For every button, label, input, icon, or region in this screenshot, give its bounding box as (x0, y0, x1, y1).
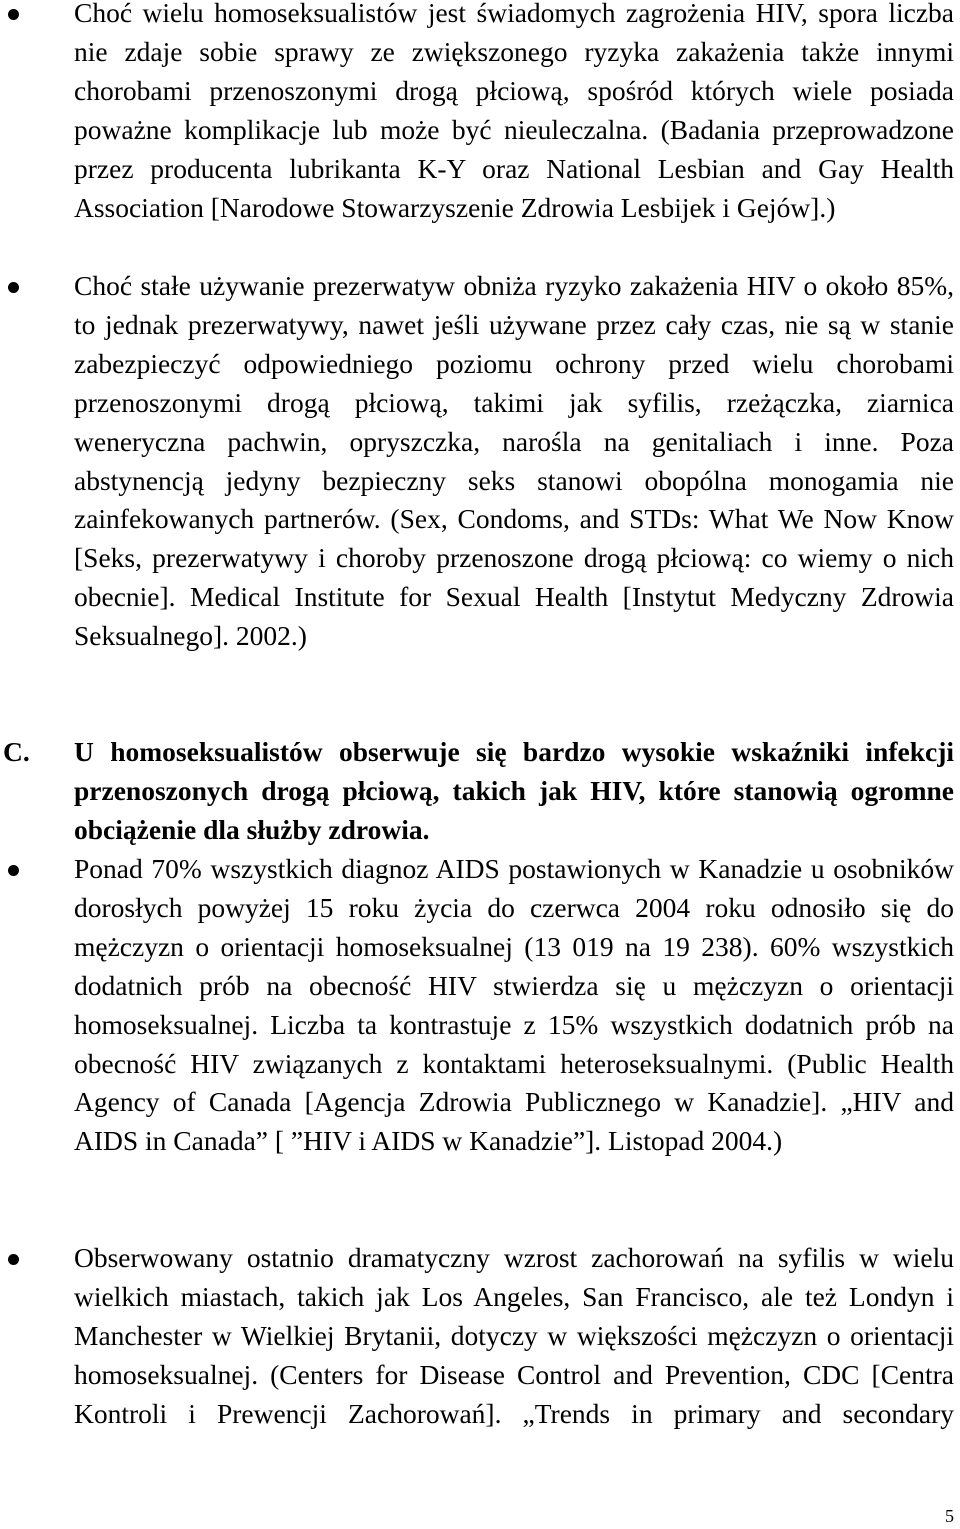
paragraph-bullet-1: Choć wielu homoseksualistów jest świadomych zagrożenia HIV, spora liczba nie zdaje sobie sprawy ze zwiększonego ryzyka zakażenia także innymi chorobami przenoszonymi drogą płciową, spośród których wiele posiada poważne komplikacje lub może być nieuleczalna. (Badania przeprowadzone przez producenta lubrikanta K-Y oraz National Lesbian and Gay Health Association [Narodowe Stowarzyszenie Zdrowia Lesbijek i Gejów].) (74, 0, 954, 223)
bullet-point (8, 865, 19, 876)
paragraph-bullet-4: Obserwowany ostatnio dramatyczny wzrost zachorowań na syfilis w wielu wielkich miastach, takich jak Los Angeles, San Francisco, ale też Londyn i Manchester w Wielkiej Brytanii, dotyczy w większości mężczyzn o orientacji homoseksualnej. (Centers for Disease Control and Prevention, CDC [Centra Kontroli i Prewencji Zachorowań]. „Trends in primary and secondary (74, 1242, 954, 1429)
bullet-point (8, 9, 19, 20)
section-heading: U homoseksualistów obserwuje się bardzo wysokie wskaźniki infekcji przenoszonych drogą płciową, takich jak HIV, które stanowią ogromne obciążenie dla służby zdrowia. (74, 736, 954, 845)
paragraph-bullet-3: Ponad 70% wszystkich diagnoz AIDS postawionych w Kanadzie u osobników dorosłych powyżej 15 roku życia do czerwca 2004 roku odnosiło się do mężczyzn o orientacji homoseksualnej (13 019 na 19 238). 60% wszystkich dodatnich prób na obecność HIV stwierdza się u mężczyzn o orientacji homoseksualnej. Liczba ta kontrastuje z 15% wszystkich dodatnich prób na obecność HIV związanych z kontaktami heteroseksualnymi. (Public Health Agency of Canada [Agencja Zdrowia Publicznego w Kanadzie]. „HIV and AIDS in Canada” [ ”HIV i AIDS w Kanadzie”]. Listopad 2004.) (74, 853, 954, 1157)
bullet-point (8, 1254, 19, 1265)
section-letter: C. (3, 736, 30, 767)
page-number: 5 (945, 1506, 954, 1526)
bullet-point (8, 282, 19, 293)
paragraph-bullet-2: Choć stałe używanie prezerwatyw obniża ryzyko zakażenia HIV o około 85%, to jednak prezerwatywy, nawet jeśli używane przez cały czas, nie są w stanie zabezpieczyć odpowiedniego poziomu ochrony przed wielu chorobami przenoszonymi drogą płciową, takimi jak syfilis, rzeżączka, ziarnica weneryczna pachwin, opryszczka, narośla na genitaliach i inne. Poza abstynencją jedyny bezpieczny seks stanowi obopólna monogamia nie zainfekowanych partnerów. (Sex, Condoms, and STDs: What We Now Know [Seks, prezerwatywy i choroby przenoszone drogą płciową: co wiemy o nich obecnie]. Medical Institute for Sexual Health [Instytut Medyczny Zdrowia Seksualnego]. 2002.) (74, 270, 954, 652)
